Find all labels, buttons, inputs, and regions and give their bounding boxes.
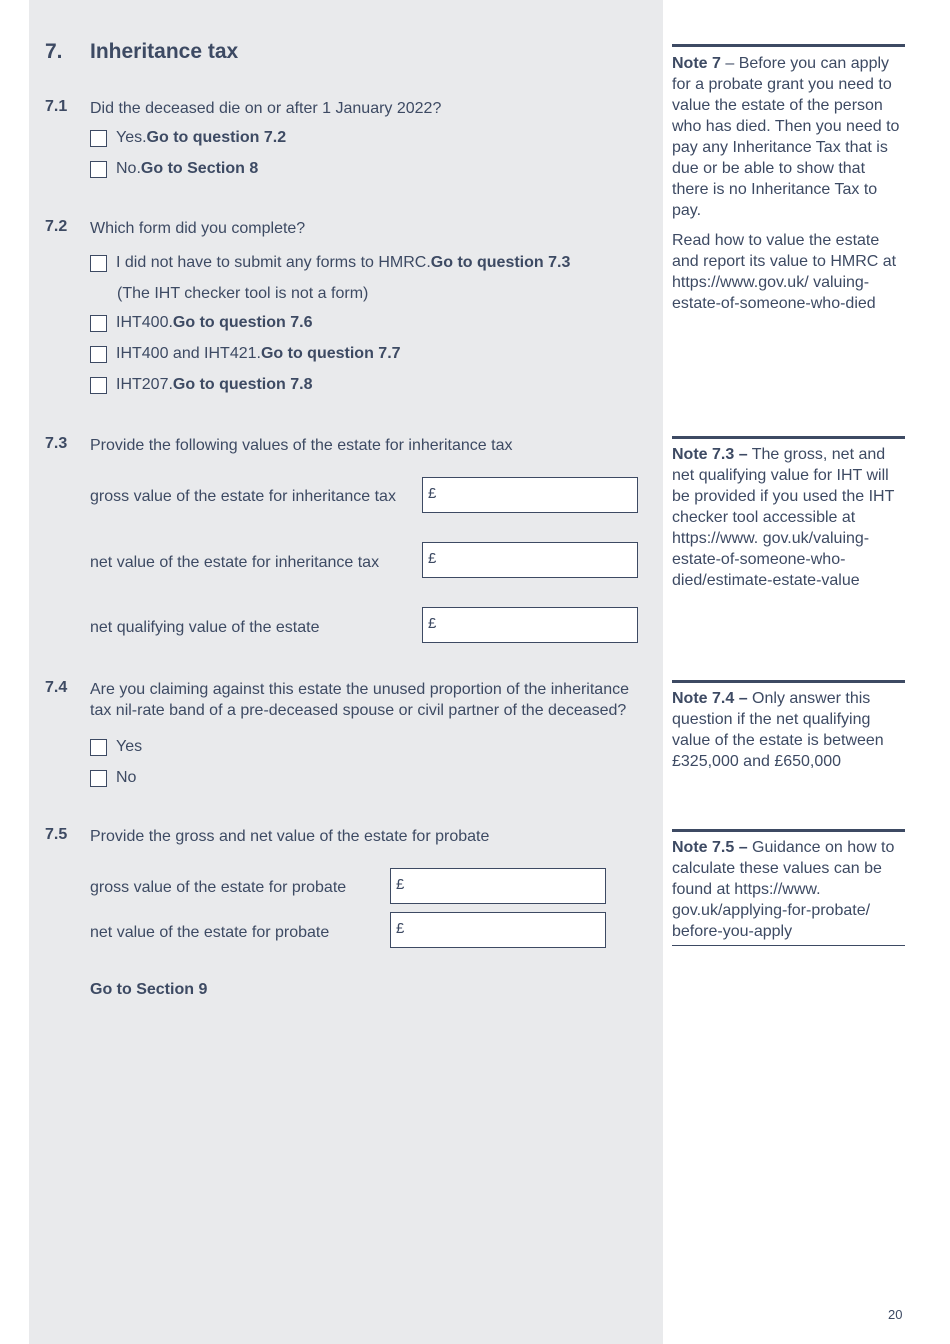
net-probate-value-input[interactable]: £ xyxy=(390,912,606,948)
option-label: Yes xyxy=(116,738,143,755)
question-number: 7.5 xyxy=(45,826,68,843)
form-panel xyxy=(29,0,663,1344)
option-subnote: (The IHT checker tool is not a form) xyxy=(117,285,369,302)
option-label: IHT400 and IHT421. xyxy=(116,345,261,362)
option-iht207 xyxy=(90,375,312,395)
option-yes xyxy=(90,737,142,757)
question-text: Provide the gross and net value of the estate for probate xyxy=(90,828,490,845)
gross-probate-value-input[interactable]: £ xyxy=(390,868,606,904)
note-bottom-divider xyxy=(672,945,905,946)
option-goto: Go to question 7.8 xyxy=(172,376,313,393)
question-text-line-2: tax nil-rate band of a pre-deceased spouse or civil partner of the deceased? xyxy=(90,702,627,719)
option-goto: Go to question 7.6 xyxy=(172,314,313,331)
option-label: I did not have to submit any forms to HMRC. xyxy=(116,254,431,271)
note-divider xyxy=(672,436,905,439)
question-text-line-1: Are you claiming against this estate the unused proportion of the inheritance xyxy=(90,681,629,698)
checkbox[interactable] xyxy=(90,315,107,332)
option-no xyxy=(90,159,258,179)
note-title: Note 7.3 – xyxy=(672,446,748,463)
note-paragraph: Read how to value the estate and report its value to HMRC at https://www.gov.uk/ valuing-estate-of-someone-who-died xyxy=(672,232,897,312)
note-text: Only answer this question if the net qualifying value of the estate is between £325,000 and £650,000 xyxy=(672,690,884,770)
option-yes xyxy=(90,128,286,148)
question-text: Did the deceased die on or after 1 January 2022? xyxy=(90,100,442,117)
section-title: Inheritance tax xyxy=(90,40,239,63)
field-label: net value of the estate for probate xyxy=(90,924,330,941)
net-qualifying-value-input[interactable]: £ xyxy=(422,607,638,643)
option-iht400-iht421 xyxy=(90,344,401,364)
option-label: No xyxy=(116,769,137,786)
checkbox[interactable] xyxy=(90,346,107,363)
note-divider xyxy=(672,829,905,832)
note-7-3 xyxy=(672,444,905,591)
question-number: 7.4 xyxy=(45,679,68,696)
note-title: Note 7 xyxy=(672,55,721,72)
field-label: net qualifying value of the estate xyxy=(90,619,320,636)
field-label: gross value of the estate for inheritance tax xyxy=(90,488,396,505)
note-text: Guidance on how to calculate these values can be found at https://www. gov.uk/applying-for-probate/ before-you-apply xyxy=(672,839,895,940)
option-goto: Go to question 7.3 xyxy=(430,254,571,271)
option-iht400 xyxy=(90,313,312,333)
go-to-section-9: Go to Section 9 xyxy=(90,981,208,998)
option-no xyxy=(90,768,136,788)
question-number: 7.1 xyxy=(45,98,68,115)
option-goto: Go to question 7.7 xyxy=(260,345,401,362)
question-text: Which form did you complete? xyxy=(90,220,306,237)
field-label: gross value of the estate for probate xyxy=(90,879,347,896)
note-text: – Before you can apply for a probate grant you need to value the estate of the person who has died. Then you need to pay any Inheritance Tax that is due or be able to show that there is no Inheritance Tax to pay. xyxy=(672,55,900,219)
field-label: net value of the estate for inheritance tax xyxy=(90,554,380,571)
option-no-forms xyxy=(90,253,570,273)
question-number: 7.2 xyxy=(45,218,68,235)
option-label: No. xyxy=(116,160,141,177)
net-iht-value-input[interactable]: £ xyxy=(422,542,638,578)
option-label: IHT400. xyxy=(116,314,173,331)
question-number: 7.3 xyxy=(45,435,68,452)
gross-iht-value-input[interactable]: £ xyxy=(422,477,638,513)
note-title: Note 7.4 – xyxy=(672,690,748,707)
note-7-4 xyxy=(672,688,905,772)
note-7-5 xyxy=(672,837,905,942)
note-7 xyxy=(672,53,905,314)
note-text: The gross, net and net qualifying value for IHT will be provided if you used the IHT checker tool accessible at https://www. gov.uk/valuing-estate-of-someone-who-died/estimate-estate-value xyxy=(672,446,895,589)
page-number: 20 xyxy=(888,1307,903,1322)
note-title: Note 7.5 – xyxy=(672,839,748,856)
option-label: IHT207. xyxy=(116,376,173,393)
option-goto: Go to question 7.2 xyxy=(146,129,287,146)
checkbox[interactable] xyxy=(90,739,107,756)
option-label: Yes. xyxy=(116,129,147,146)
option-goto: Go to Section 8 xyxy=(140,160,259,177)
note-divider xyxy=(672,44,905,47)
note-divider xyxy=(672,680,905,683)
checkbox[interactable] xyxy=(90,130,107,147)
checkbox[interactable] xyxy=(90,770,107,787)
section-number: 7. xyxy=(45,40,63,63)
checkbox[interactable] xyxy=(90,161,107,178)
checkbox[interactable] xyxy=(90,255,107,272)
question-text: Provide the following values of the estate for inheritance tax xyxy=(90,437,513,454)
checkbox[interactable] xyxy=(90,377,107,394)
